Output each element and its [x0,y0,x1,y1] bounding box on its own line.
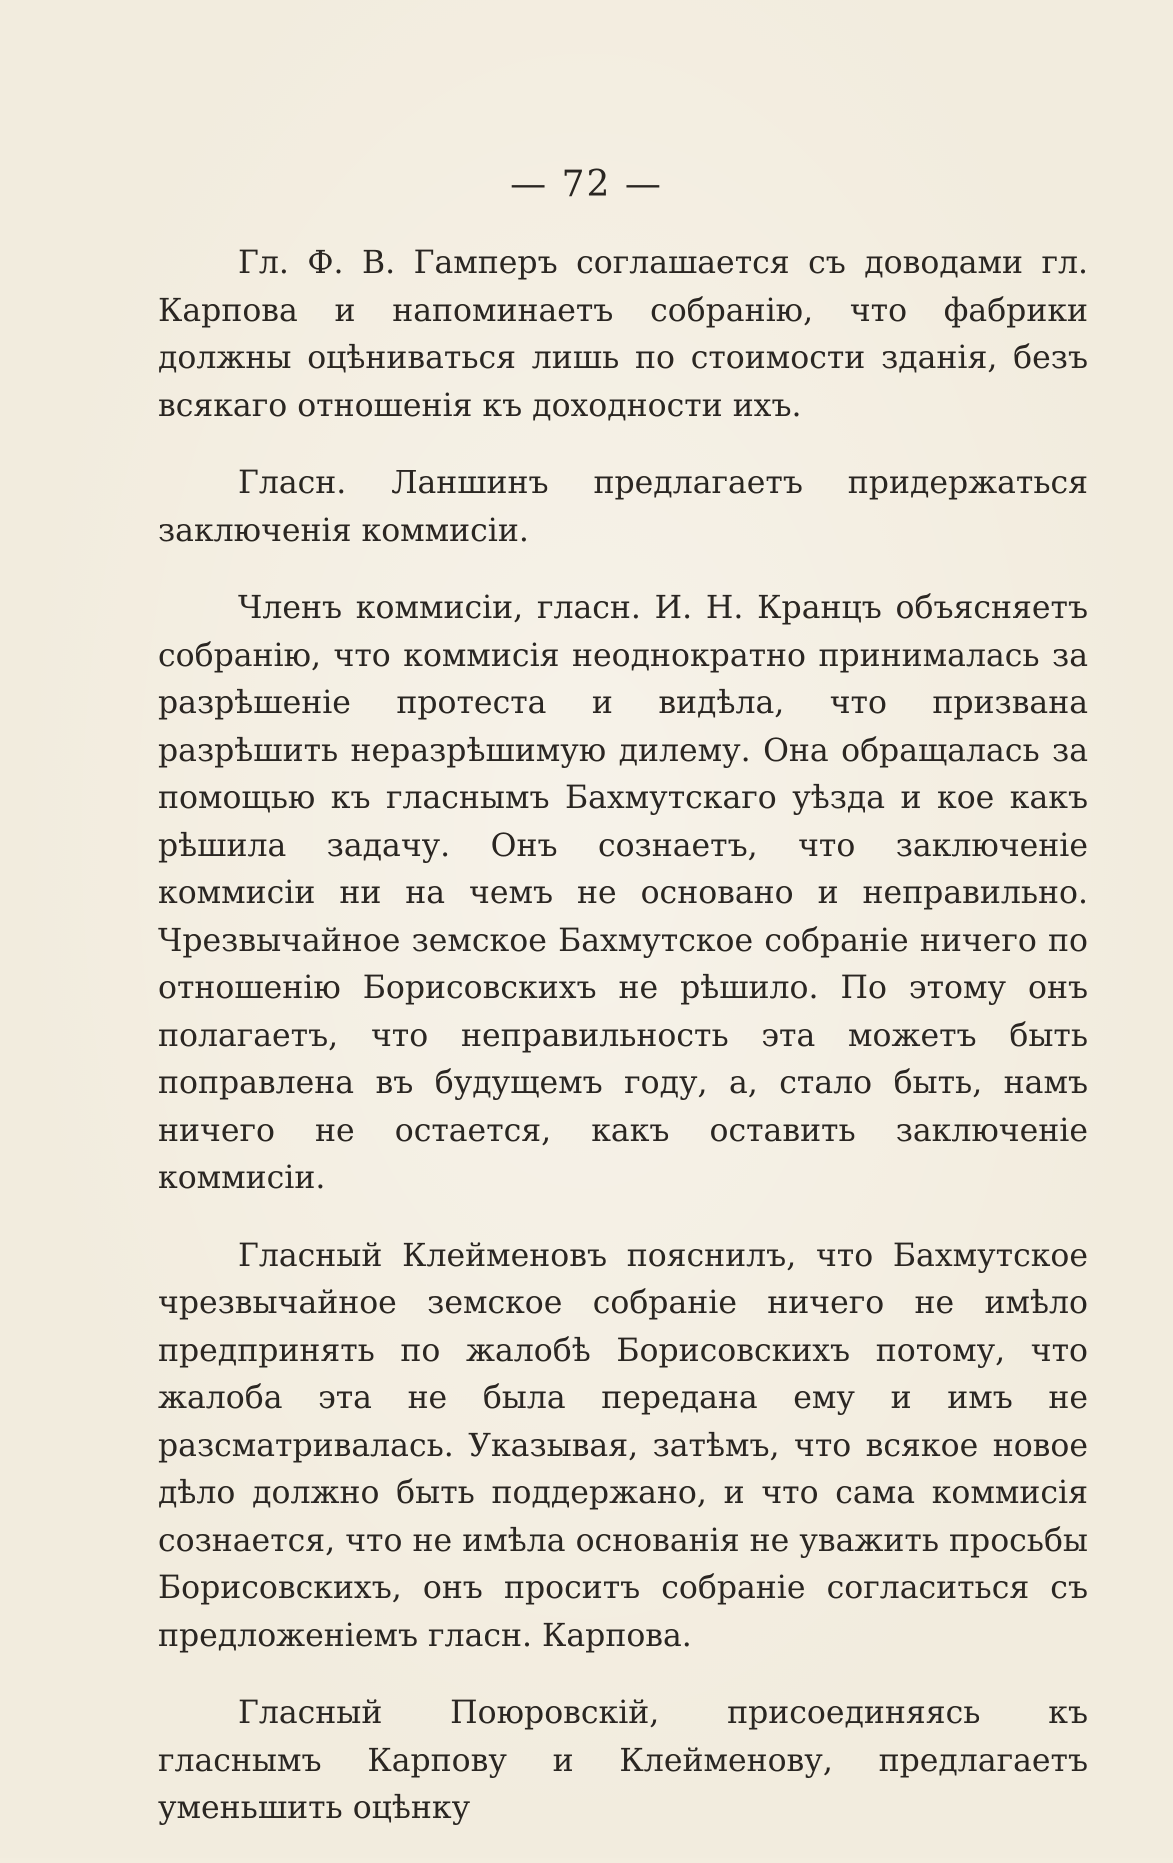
body-text [158,240,1088,1863]
paragraph-kleimenov: Гласный Клейменовъ пояснилъ, что Бахмутское чрезвычайное земское собраніе ничего не имѣло предпринять по жалобѣ Борисовскихъ потому, что жалоба эта не была передана ему и имъ не разсматривалась. Указывая, затѣмъ, что всякое новое дѣло должно быть поддержано, и что сама коммисія сознается, что не имѣла основанія не уважить просьбы Борисовскихъ, онъ проситъ собраніе согласиться съ предложеніемъ гласн. Карпова. [158,1237,1088,1654]
page-number: — 72 — [510,164,663,205]
paragraph-poyurovsky: Гласный Поюровскій, присоединяясь къ гласнымъ Карпову и Клейменову, предлагаетъ уменьшить оцѣнку [158,1695,1088,1826]
paragraph-lanshin: Гласн. Ланшинъ предлагаетъ придержаться заключенія коммисіи. [158,465,1088,549]
paragraph-krants: Членъ коммисіи, гласн. И. Н. Кранцъ объясняетъ собранію, что коммисія неоднократно принималась за разрѣшеніе протеста и видѣла, что призвана разрѣшить неразрѣшимую дилему. Она обращалась за помощью къ гласнымъ Бахмутскаго уѣзда и кое какъ рѣшила задачу. Онъ сознаетъ, что заключеніе коммисіи ни на чемъ не основано и неправильно. Чрезвычайное земское Бахмутское собраніе ничего по отношенію Борисовскихъ не рѣшило. По этому онъ полагаетъ, что неправильность эта можетъ быть поправлена въ будущемъ году, а, стало быть, намъ ничего не остается, какъ оставить заключеніе коммисіи. [158,590,1088,1196]
paragraph-hamper: Гл. Ф. В. Гамперъ соглашается съ доводами гл. Карпова и напоминаетъ собранію, что фабрики должны оцѣниваться лишь по стоимости зданія, безъ всякаго отношенія къ доходности ихъ. [158,245,1088,424]
